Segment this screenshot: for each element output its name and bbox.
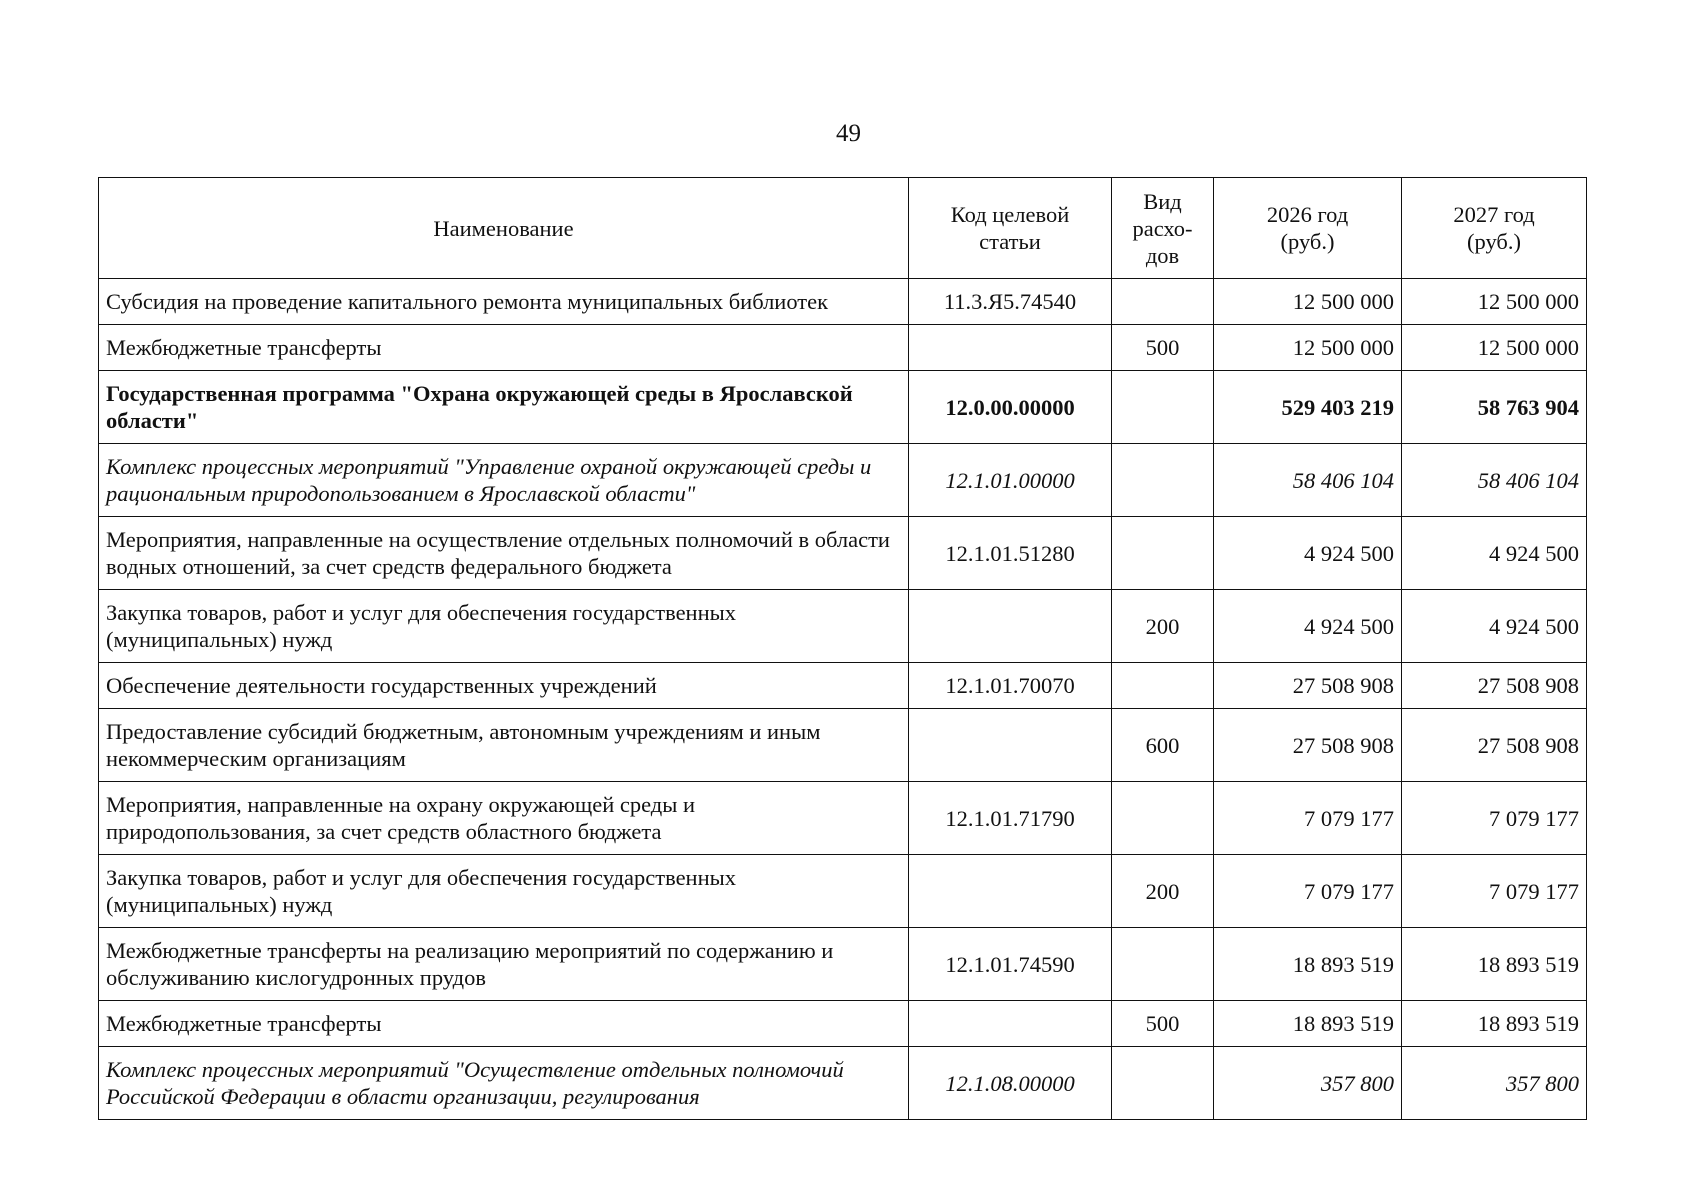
cell-2027: 18 893 519 <box>1402 1001 1587 1047</box>
cell-code: 11.3.Я5.74540 <box>909 279 1112 325</box>
cell-name: Межбюджетные трансферты <box>99 325 909 371</box>
cell-name: Субсидия на проведение капитального ремонта муниципальных библиотек <box>99 279 909 325</box>
cell-code: 12.1.08.00000 <box>909 1047 1112 1120</box>
table-row <box>99 855 1587 928</box>
cell-2027: 27 508 908 <box>1402 709 1587 782</box>
cell-type: 500 <box>1112 325 1214 371</box>
cell-name: Обеспечение деятельности государственных учреждений <box>99 663 909 709</box>
cell-name: Межбюджетные трансферты на реализацию мероприятий по содержанию и обслуживанию кислогудронных прудов <box>99 928 909 1001</box>
header-code: Код целевой статьи <box>909 178 1112 279</box>
cell-2026: 4 924 500 <box>1214 590 1402 663</box>
cell-type <box>1112 444 1214 517</box>
cell-name: Мероприятия, направленные на охрану окружающей среды и природопользования, за счет средств областного бюджета <box>99 782 909 855</box>
table-row <box>99 444 1587 517</box>
cell-name: Мероприятия, направленные на осуществление отдельных полномочий в области водных отношений, за счет средств федерального бюджета <box>99 517 909 590</box>
cell-type <box>1112 371 1214 444</box>
cell-name: Межбюджетные трансферты <box>99 1001 909 1047</box>
cell-2026: 12 500 000 <box>1214 325 1402 371</box>
cell-code: 12.1.01.74590 <box>909 928 1112 1001</box>
cell-2027: 27 508 908 <box>1402 663 1587 709</box>
budget-table <box>98 177 1587 1120</box>
cell-type <box>1112 517 1214 590</box>
cell-code <box>909 1001 1112 1047</box>
table-row <box>99 325 1587 371</box>
cell-code: 12.0.00.00000 <box>909 371 1112 444</box>
cell-code <box>909 855 1112 928</box>
cell-code <box>909 325 1112 371</box>
cell-2027: 4 924 500 <box>1402 517 1587 590</box>
cell-2026: 27 508 908 <box>1214 709 1402 782</box>
cell-2027: 357 800 <box>1402 1047 1587 1120</box>
cell-type: 200 <box>1112 590 1214 663</box>
cell-2027: 4 924 500 <box>1402 590 1587 663</box>
header-2027: 2027 год (руб.) <box>1402 178 1587 279</box>
cell-2026: 529 403 219 <box>1214 371 1402 444</box>
table-row <box>99 709 1587 782</box>
cell-2027: 7 079 177 <box>1402 782 1587 855</box>
cell-code: 12.1.01.00000 <box>909 444 1112 517</box>
cell-name: Комплекс процессных мероприятий "Осуществление отдельных полномочий Российской Федерации в области организации, регулирования <box>99 1047 909 1120</box>
cell-2027: 58 406 104 <box>1402 444 1587 517</box>
cell-code: 12.1.01.51280 <box>909 517 1112 590</box>
table-row <box>99 782 1587 855</box>
header-2026: 2026 год (руб.) <box>1214 178 1402 279</box>
cell-2026: 4 924 500 <box>1214 517 1402 590</box>
cell-2026: 58 406 104 <box>1214 444 1402 517</box>
cell-type <box>1112 928 1214 1001</box>
table-row <box>99 517 1587 590</box>
table-row <box>99 663 1587 709</box>
cell-2027: 58 763 904 <box>1402 371 1587 444</box>
cell-2026: 7 079 177 <box>1214 855 1402 928</box>
cell-2027: 12 500 000 <box>1402 279 1587 325</box>
cell-type <box>1112 663 1214 709</box>
cell-2026: 27 508 908 <box>1214 663 1402 709</box>
table-row <box>99 590 1587 663</box>
cell-2026: 357 800 <box>1214 1047 1402 1120</box>
table-row <box>99 1001 1587 1047</box>
cell-2027: 18 893 519 <box>1402 928 1587 1001</box>
header-type: Вид расхо-дов <box>1112 178 1214 279</box>
cell-2026: 18 893 519 <box>1214 928 1402 1001</box>
cell-type <box>1112 782 1214 855</box>
cell-2026: 7 079 177 <box>1214 782 1402 855</box>
cell-name: Закупка товаров, работ и услуг для обеспечения государственных (муниципальных) нужд <box>99 855 909 928</box>
header-name: Наименование <box>99 178 909 279</box>
cell-type: 600 <box>1112 709 1214 782</box>
table-row <box>99 928 1587 1001</box>
cell-type <box>1112 1047 1214 1120</box>
cell-2026: 18 893 519 <box>1214 1001 1402 1047</box>
cell-name: Закупка товаров, работ и услуг для обеспечения государственных (муниципальных) нужд <box>99 590 909 663</box>
cell-type: 500 <box>1112 1001 1214 1047</box>
cell-name: Комплекс процессных мероприятий "Управление охраной окружающей среды и рациональным природопользованием в Ярославской области" <box>99 444 909 517</box>
table-row <box>99 279 1587 325</box>
cell-type: 200 <box>1112 855 1214 928</box>
table-header-row <box>99 178 1587 279</box>
cell-name: Предоставление субсидий бюджетным, автономным учреждениям и иным некоммерческим организациям <box>99 709 909 782</box>
cell-2027: 12 500 000 <box>1402 325 1587 371</box>
cell-name: Государственная программа "Охрана окружающей среды в Ярославской области" <box>99 371 909 444</box>
table-row <box>99 1047 1587 1120</box>
cell-code <box>909 590 1112 663</box>
page-number: 49 <box>836 120 861 147</box>
cell-code <box>909 709 1112 782</box>
cell-type <box>1112 279 1214 325</box>
cell-code: 12.1.01.70070 <box>909 663 1112 709</box>
table-row <box>99 371 1587 444</box>
cell-2026: 12 500 000 <box>1214 279 1402 325</box>
cell-2027: 7 079 177 <box>1402 855 1587 928</box>
cell-code: 12.1.01.71790 <box>909 782 1112 855</box>
